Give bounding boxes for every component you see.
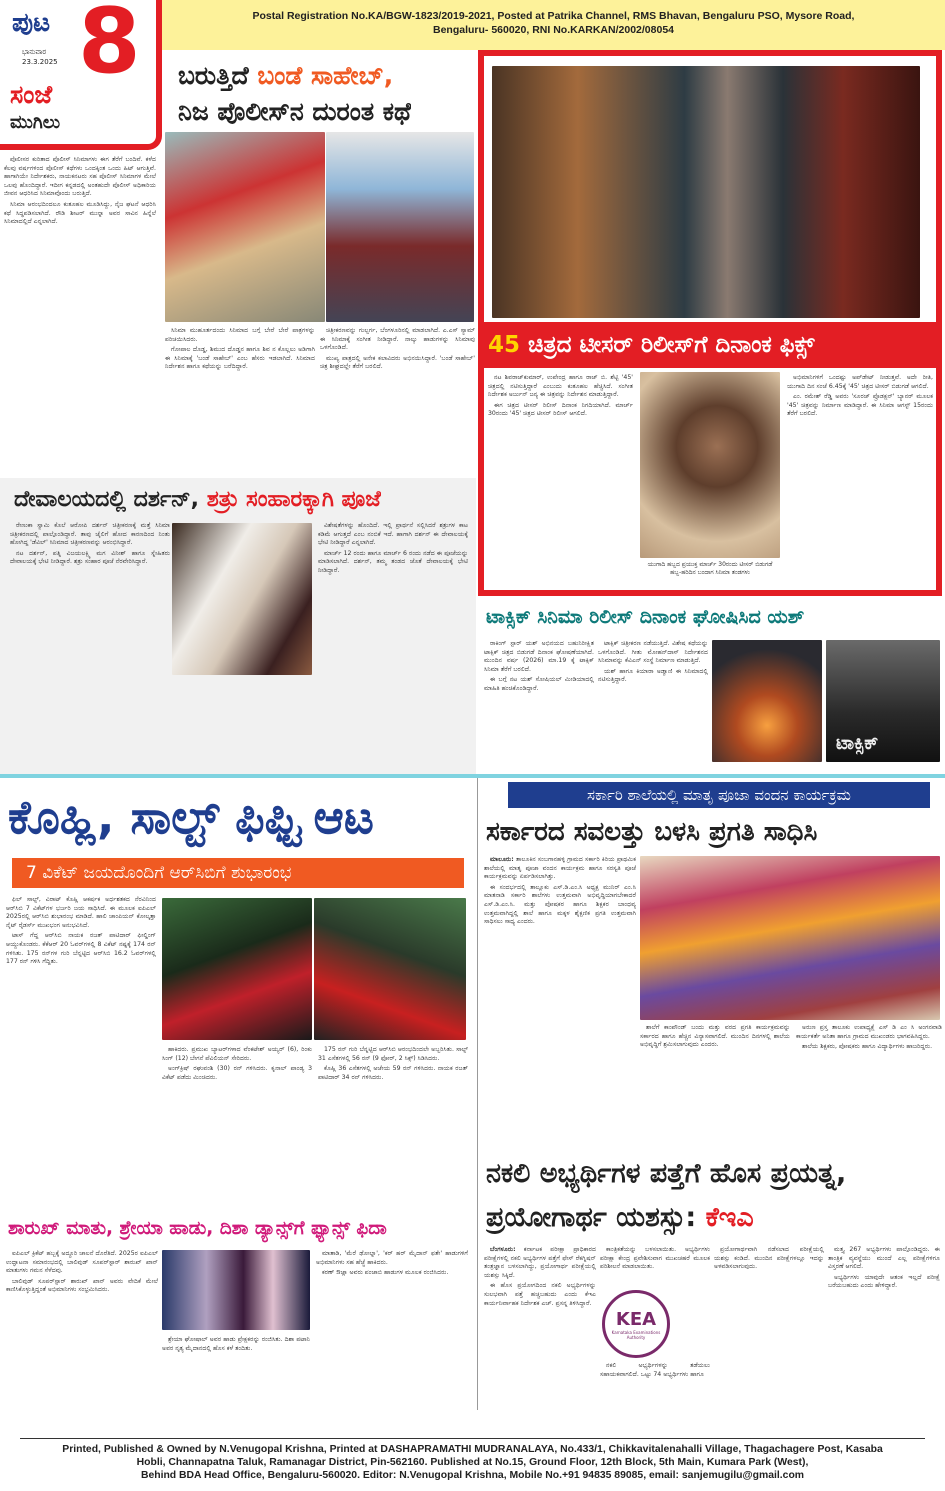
section-divider — [0, 774, 945, 778]
footer-line: Behind BDA Head Office, Bengaluru-560020. Editor: N.Venugopal Krishna, Mobile No.+91 94835 89085, email: sanjemugilu@gmail.com — [140, 1470, 805, 1481]
paragraph: ಈ ಬಗ್ಗೆ ನಟ ಯಶ್ ಸೋಷಿಯಲ್ ಮೀಡಿಯಾದಲ್ಲಿ ಮಾಹಿತಿ ಹಂಚಿಕೊಂಡಿದ್ದಾರೆ. — [484, 676, 594, 692]
postal-line1: Postal Registration No.KA/BGW-1823/2019-2021, Posted at Patrika Channel, RMS Bhavan, Bengaluru PSO, Mysore Road, — [252, 10, 855, 22]
toxic-poster-1 — [712, 640, 822, 762]
column-divider — [477, 778, 478, 1410]
paragraph: ಮಾತಾಡಿ, 'ಮೆರೆ ಢೋಲ್ನಾ', 'ಕರ್ ಹರ್ ಮೈದಾನ್ ಫತೇ' ಹಾಡುಗಳಿಗೆ ಅಭಿಮಾನಿಗಳು ಸಹ ಹೆಜ್ಜೆ ಹಾಕಿದರು. — [316, 1250, 468, 1266]
couple-photo — [326, 132, 474, 322]
paragraph: ಗೋಪಾಲ ದೊಡ್ಡ, ಶಿಮುದ ದೊಡ್ಡನ ಹಾಗೂ ಶಿವ ನ ಕೊಲ್ಲಲು ಅಡಿಗಾಗಿ ಈ ಸಿನಿಮಾಕ್ಕೆ 'ಬಂಡೆ ಸಾಹೇಬ್' ಎಂಬ ಹೆಸರು ಇಡಲಾಗಿದೆ. ಸಿನಿಮಾದ ನಿರ್ದೇಶನ ಹಾಗೂ ಕಥೆಯನ್ನು ಬರೆದಿದ್ದಾರೆ. — [165, 346, 315, 371]
paragraph: ಅರುಣ ಪ್ರಸ್ತ ತಾಲೂಕು ಉಪಾಧ್ಯಕ್ಷೆ ಎಸ್ ಡಿ ಎಂ ಸಿ ಅಂಗನವಾಡಿ ಕಾರ್ಯಕರ್ತೆ ಅನಿತಾ ಹಾಗೂ ಗ್ರಾಮದ ಮುಖಂಡರು ಭಾಗವಹಿಸಿದ್ದರು. — [796, 1024, 942, 1040]
paragraph: ಕರ್ನಾಟಕ ಪರೀಕ್ಷಾ ಪ್ರಾಧಿಕಾರದ ಪರೀಕ್ಷೆಗಳಲ್ಲಿ ನಕಲಿ ಅಭ್ಯರ್ಥಿಗಳ ಪತ್ತೆಗೆ ಫೇಸ್ ರೆಕಗ್ನಿಷನ್ ತಂತ್ರಜ್ಞಾನ ಬಳಸಲಾಗಿದ್ದು, ಪ್ರಯೋಗಾರ್ಥ ಪರೀಕ್ಷೆಯಲ್ಲಿ ಯಶಸ್ಸು ಸಿಕ್ಕಿದೆ. — [484, 1246, 596, 1279]
paragraph: ಶಾಲೆಯ ಶಿಕ್ಷಕರು, ಪೋಷಕರು ಹಾಗೂ ವಿದ್ಯಾರ್ಥಿಗಳು ಹಾಜರಿದ್ದರು. — [802, 1043, 933, 1051]
footer-rule — [20, 1438, 925, 1439]
caption-line: ಹಬ್ಬ-ಹರಿದಿನ ಬಂದಾಗ ಸಿನಿಮಾ ತಂಡಗಳು — [670, 569, 750, 576]
paragraph: ಟಾಕ್ಸಿಕ್ ಚಿತ್ರೀಕರಣ ನಡೆಯುತ್ತಿದೆ. ವಿಶೇಷ ಕಥೆಯನ್ನು ಒಳಗೊಂಡಿದೆ. ಗೀತು ಮೋಹನ್‌ದಾಸ್ ನಿರ್ದೇಶನದ ಸಿನಿಮಾವನ್ನು ಕೆವಿಎನ್ ಸಂಸ್ಥೆ ನಿರ್ಮಾಣ ಮಾಡುತ್ತಿದೆ. — [598, 640, 708, 665]
actor-caption — [640, 561, 780, 577]
paragraph: ಸಿನಿಮಾ ಆರಂಭದಿಂದಲೂ ಕುತೂಹಲ ಮೂಡಿಸಿದ್ದು, ನೈಜ ಘಟನೆ ಆಧರಿಸಿ ಕಥೆ ಸಿದ್ಧಪಡಿಸಲಾಗಿದೆ. ರೌಡಿ ಶೀಟರ್ ಮುನ್ನಾ ಅವರ ಸಾವಿನ ಹಿನ್ನೆಲೆ ಸಿನಿಮಾದಲ್ಲಿದೆ ಎನ್ನಲಾಗಿದೆ. — [4, 200, 156, 226]
school-col3 — [796, 1024, 942, 1144]
paragraph: ನಕಲಿ ಅಭ್ಯರ್ಥಿಗಳನ್ನು ತಡೆಯಲು ಸಹಾಯಕವಾಗಲಿದೆ. ಒಟ್ಟು 74 ಅಭ್ಯರ್ಥಿಗಳು ಹಾಗೂ — [600, 1362, 710, 1378]
paragraph: ಬಾಲಿವುಡ್ ಸೂಪರ್‌ಸ್ಟಾರ್ ಶಾರುಖ್ ಖಾನ್ ಅವರು ವೇದಿಕೆ ಮೇಲೆ ಕಾಣಿಸಿಕೊಳ್ಳುತ್ತಿದ್ದಂತೆ ಅಭಿಮಾನಿಗಳು ಸಂಭ್ರಮಿಸಿದರು. — [6, 1277, 158, 1294]
fortyfive-poster — [492, 66, 920, 318]
paragraph: ಶ್ರೇಯಾ ಘೋಷಾಲ್ ಅವರ ಹಾಡು ಪ್ರೇಕ್ಷಕರನ್ನು ರಂಜಿಸಿತು. ದಿಶಾ ಪಟಾನಿ ಅವರ ನೃತ್ಯ ಮೈದಾನದಲ್ಲಿ ಹೊಸ ಕಳೆ ತಂದಿತು. — [162, 1336, 310, 1352]
temple-headline — [14, 484, 381, 516]
footer-line: Hobli, Channapatna Taluk, Ramanagar District, Pin-562160. Published at No.15, Ground Floor, 12th Block, 5th Main, Kumara Park (West), — [136, 1457, 809, 1468]
paragraph: ಐಪಿಎಲ್ ಕ್ರಿಕೆಟ್ ಹಬ್ಬಕ್ಕೆ ಅದ್ಧೂರಿ ಚಾಲನೆ ದೊರೆತಿದೆ. 2025ರ ಐಪಿಎಲ್ ಉದ್ಘಾಟನಾ ಸಮಾರಂಭದಲ್ಲಿ ಬಾಲಿವುಡ್ ಸೂಪರ್‌ಸ್ಟಾರ್ ಶಾರುಖ್ ಖಾನ್ ಮಾತುಗಳು ಗಮನ ಸೆಳೆದವು. — [6, 1250, 158, 1275]
headline-text: ಚಿತ್ರದ ಟೀಸರ್ ರಿಲೀಸ್‌ಗೆ ದಿನಾಂಕ ಫಿಕ್ಸ್ — [520, 332, 815, 358]
headline-part: ಪ್ರಯೋಗಾರ್ಥ ಯಶಸ್ಸು: — [486, 1202, 706, 1233]
paragraph: ಮುಖ್ಯ ಪಾತ್ರದಲ್ಲಿ ಅನೇಕ ಕಲಾವಿದರು ಅಭಿನಯಿಸಿದ್ದಾರೆ. 'ಬಂಡೆ ಸಾಹೇಬ್' ಚಿತ್ರ ಶೀಘ್ರದಲ್ಲೇ ತೆರೆಗೆ ಬರಲಿದೆ. — [320, 354, 475, 371]
srk-photo — [162, 1250, 310, 1330]
paragraph: ಎಂ. ರಮೇಶ್ ರೆಡ್ಡಿ ಅವರು 'ಸೂರಜ್ ಪ್ರೊಡಕ್ಷನ್' ಬ್ಯಾನರ್ ಮೂಲಕ '45' ಚಿತ್ರವನ್ನು ನಿರ್ಮಾಣ ಮಾಡಿದ್ದಾರೆ. ಈ ಸಿನಿಮಾ ಆಗಸ್ಟ್ 15ರಂದು ತೆರೆಗೆ ಬರಲಿದೆ. — [787, 393, 933, 418]
temple-col2 — [318, 522, 468, 770]
paragraph: ಹಾಕಿದರು. ಪ್ರಮುಖ ಬ್ಯಾಟರ್‌ಗಳಾದ ವೆಂಕಟೇಶ್ ಅಯ್ಯರ್ (6), ರಿಂಕು ಸಿಂಗ್ (12) ಬೇಗನೆ ಪೆವಿಲಿಯನ್ ಸೇರಿದರು. — [162, 1046, 312, 1062]
bande-col2 — [165, 327, 315, 475]
srk-col1 — [6, 1250, 158, 1410]
headline-number: 45 — [488, 332, 521, 358]
footer-imprint — [0, 1443, 945, 1482]
paragraph: ಮಾರ್ಚ್ 12 ರಂದು ಹಾಗೂ ಮಾರ್ಚ್ 6 ರಂದು ನಡೆದ ಈ ಪೂಜೆಯನ್ನು ಮಾಡಿಸಲಾಗಿದೆ. ದರ್ಶನ್, ತಮ್ಮ ತಂಡದ ಜೊತೆ ದೇವಾಲಯಕ್ಕೆ ಭೇಟಿ ನೀಡಿದ್ದಾರೆ. — [318, 549, 468, 574]
headline-highlight: ಬಂಡೆ ಸಾಹೇಬ್, — [257, 61, 394, 90]
paragraph: ಅಭ್ಯರ್ಥಿಗಳು ಯಾವುದೇ ಆತಂಕ ಇಲ್ಲದೆ ಪರೀಕ್ಷೆ ಬರೆಯಬಹುದು ಎಂದು ಹೇಳಿದ್ದಾರೆ. — [828, 1273, 940, 1290]
paragraph: ನಟ ಶಿವರಾಜ್‌ಕುಮಾರ್, ಉಪೇಂದ್ರ ಹಾಗೂ ರಾಜ್ ಬಿ. ಶೆಟ್ಟಿ '45' ಚಿತ್ರದಲ್ಲಿ ನಟಿಸುತ್ತಿದ್ದಾರೆ ಎಂಬುದು ಕುತೂಹಲ ಹೆಚ್ಚಿಸಿದೆ. ಸಂಗೀತ ನಿರ್ದೇಶಕ ಅರ್ಜುನ್ ಜನ್ಯ ಈ ಚಿತ್ರವನ್ನು ನಿರ್ದೇಶನ ಮಾಡುತ್ತಿದ್ದಾರೆ. — [488, 374, 633, 399]
dateline: ಬೆಂಗಳೂರು: — [490, 1246, 516, 1253]
toxic-poster-2 — [826, 640, 940, 762]
fortyfive-col3 — [787, 374, 933, 586]
paragraph: ವಿಶೇಷತೆಗಳನ್ನು ಹೊಂದಿದೆ. ಇಲ್ಲಿ ಪ್ರಾರ್ಥನೆ ಸಲ್ಲಿಸಿದರೆ ಶತ್ರುಗಳ ಕಾಟ ಕಡಿಮೆ ಆಗುತ್ತದೆ ಎಂಬ ನಂಬಿಕೆ ಇದೆ. ಹಾಗಾಗಿ ದರ್ಶನ್ ಈ ದೇವಾಲಯಕ್ಕೆ ಭೇಟಿ ನೀಡಿದ್ದಾರೆ ಎನ್ನಲಾಗಿದೆ. — [318, 522, 468, 547]
kea-logo-sub: Karnataka Examinations Authority — [611, 1330, 661, 1340]
school-banner: ಸರ್ಕಾರಿ ಶಾಲೆಯಲ್ಲಿ ಮಾತೃ ಪೂಜಾ ವಂದನ ಕಾರ್ಯಕ್ರಮ — [508, 782, 930, 808]
headline-line1: ನಕಲಿ ಅಭ್ಯರ್ಥಿಗಳ ಪತ್ತೆಗೆ ಹೊಸ ಪ್ರಯತ್ನ, — [486, 1158, 847, 1189]
kea-col3 — [714, 1246, 824, 1410]
kea-col1 — [484, 1246, 596, 1410]
temple-photo — [172, 523, 312, 675]
paragraph: ಕೊಹ್ಲಿ 36 ಎಸೆತಗಳಲ್ಲಿ ಅಜೇಯ 59 ರನ್ ಗಳಿಸಿದರು. ನಾಯಕ ರಜತ್ ಪಾಟಿದಾರ್ 34 ರನ್ ಗಳಿಸಿದರು. — [318, 1065, 468, 1081]
paragraph: ಮತ್ತ್ಯ 267 ಅಭ್ಯರ್ಥಿಗಳು ಪಾಲ್ಗೊಂಡಿದ್ದರು. ಈ ತಾಂತ್ರಿಕ ವ್ಯವಸ್ಥೆಯು ಮುಂದೆ ಎಲ್ಲ ಪರೀಕ್ಷೆಗಳಿಗೂ ವಿಸ್ತರಣೆ ಆಗಲಿದೆ. — [828, 1246, 940, 1271]
paragraph: ಅಭಿಮಾನಿಗಳಿಗೆ ಒಂದಷ್ಟು ಅಪ್‌ಡೇಟ್ ನೀಡುತ್ತವೆ. ಅದೇ ರೀತಿ, ಯುಗಾದಿ ದಿನ ಸಂಜೆ 6.45ಕ್ಕೆ '45' ಚಿತ್ರದ ಟೀಸರ್ ಬಿಡುಗಡೆ ಆಗಲಿದೆ. — [787, 374, 933, 390]
masthead — [0, 0, 162, 150]
police-photo — [165, 132, 325, 322]
cricket-col3 — [318, 1046, 468, 1206]
paragraph: ಅಂಗ್‌ಕ್ರಿಷ್ ರಘುವಂಶಿ (30) ರನ್ ಗಳಿಸಿದರು. ಕೃನಾಲ್ ಪಾಂಡ್ಯ 3 ವಿಕೆಟ್ ಪಡೆದು ಮಿಂಚಿದರು. — [162, 1065, 312, 1081]
brand-line1: ಸಂಜೆ — [10, 80, 53, 109]
headline-line2: ನಿಜ ಪೊಲೀಸ್‌ನ ದುರಂತ ಕಥೆ — [178, 97, 412, 126]
paragraph: ಚಿತ್ರೀಕರಣವನ್ನು ಗುಲ್ಬರ್ಗ, ಬೆಂಗಳೂರಿನಲ್ಲಿ ಮಾಡಲಾಗಿದೆ. ಎ.ಎಸ್ ಸ್ಯಾಮ್ ಈ ಸಿನಿಮಾಕ್ಕೆ ಸಂಗೀತ ನೀಡಿದ್ದಾರೆ. ನಾಲ್ಕು ಹಾಡುಗಳನ್ನು ಸಿನಿಮಾವು ಒಳಗೊಂಡಿದೆ. — [320, 327, 475, 352]
paragraph: ಯಶ್ ಹಾಗೂ ಕಿಯಾರಾ ಅಡ್ವಾಣಿ ಈ ಸಿನಿಮಾದಲ್ಲಿ ನಟಿಸುತ್ತಿದ್ದಾರೆ. — [598, 667, 708, 684]
day: ಭಾನುವಾರ — [22, 48, 47, 56]
footer-line: Printed, Published & Owned by N.Venugopal Krishna, Printed at DASHAPRAMATHI MUDRANALAYA, No.433/1, Chikkavitalenahalli Village, Thagachagere Post, Kasaba — [62, 1444, 883, 1455]
paragraph: ಈ ಸಂದರ್ಭದಲ್ಲಿ ತಾಲ್ಲೂಕು ಎಸ್.ಡಿ.ಎಂ.ಸಿ ಅಧ್ಯಕ್ಷ ಮುನಿರ್ ಎಂ.ಸಿ ಮಾತನಾಡಿ ಸರ್ಕಾರಿ ಶಾಲೆಗಳು ಉತ್ತಮವಾಗಿ ಅಭಿವೃದ್ಧಿಯಾಗಬೇಕಾದರೆ ಎಸ್.ಡಿ.ಎಂ.ಸಿ. ಮತ್ತು ಪೋಷಕರ ಹಾಗೂ ಶಿಕ್ಷಕರ ಬಾಂಧವ್ಯ ಉತ್ತಮವಾಗಿದ್ದಲ್ಲಿ ಶಾಲೆ ಹಾಗೂ ಮಕ್ಕಳ ಶೈಕ್ಷಣಿಕ ಪ್ರಗತಿ ಉತ್ತಮವಾಗಿ ಸಾಧಿಸಲು ಸಾಧ್ಯ ಎಂದರು. — [484, 883, 636, 926]
srk-col2 — [162, 1336, 310, 1410]
cricket-headline: ಕೊಹ್ಲಿ, ಸಾಲ್ಟ್ ಫಿಫ್ಟಿ ಆಟ — [8, 790, 374, 844]
paragraph: ಈ ಹೊಸ ಪ್ರಯೋಗದಿಂದ ನಕಲಿ ಅಭ್ಯರ್ಥಿಗಳನ್ನು ಸುಲಭವಾಗಿ ಪತ್ತೆ ಹಚ್ಚಬಹುದು ಎಂದು ಕೆಇಎ ಕಾರ್ಯನಿರ್ವಾಹಕ ನಿರ್ದೇಶಕ ಎಚ್. ಪ್ರಸನ್ನ ತಿಳಿಸಿದ್ದಾರೆ. — [484, 1282, 596, 1307]
cricket-col2 — [162, 1046, 312, 1206]
kea-col2 — [600, 1246, 710, 1286]
paragraph: ಪೊಲೀಸರ ಕುರಿತಾದ ಪೊಲೀಸ್ ಸಿನಿಮಾಗಳು ಈಗ ತೆರೆಗೆ ಬಂದಿವೆ. ಕಳೆದ ಕೆಲವು ವರ್ಷಗಳಿಂದ ಪೊಲೀಸ್ ಕಥೆಗಳು ಒಂದಕ್ಕಿಂತ ಒಂದು ಹಿಟ್ ಆಗುತ್ತಿವೆ. ಹಾಗಾಗಿಯೇ ನಿರ್ದೇಶಕರು, ನಾಯಕನಟರು ಸಹ ಪೊಲೀಸ್ ಸಿನಿಮಾಗಳ ಮೇಲೆ ಒಲವು ಹೊಂದಿದ್ದಾರೆ. ಇದೀಗ ಕನ್ನಡದಲ್ಲಿ ಅಂತಹುದೇ ಪೊಲೀಸ್ ಅಧಿಕಾರಿಯ ಜೀವನ ಆಧರಿಸಿದ ಸಿನಿಮಾವೊಂದು ಬರುತ್ತಿದೆ. — [4, 156, 156, 198]
actor-photo — [640, 372, 780, 558]
cricket-col1 — [6, 896, 156, 1206]
paragraph: ಟಾಸ್ ಗೆದ್ದ ಆರ್‌ಸಿಬಿ ನಾಯಕ ರಜತ್ ಪಾಟಿದಾರ್ ಫೀಲ್ಡಿಂಗ್ ಆಯ್ದುಕೊಂಡರು. ಕೆಕೆಆರ್ 20 ಓವರ್‌ಗಳಲ್ಲಿ 8 ವಿಕೆಟ್ ನಷ್ಟಕ್ಕೆ 174 ರನ್ ಗಳಿಸಿತು. 175 ರನ್‌ಗಳ ಗುರಿ ಬೆನ್ನಟ್ಟಿದ ಆರ್‌ಸಿಬಿ 16.2 ಓವರ್‌ಗಳಲ್ಲಿ 177 ರನ್ ಗಳಿಸಿ ಗೆದ್ದಿತು. — [6, 932, 156, 966]
kea-logo-text: KEA — [615, 1309, 657, 1330]
toxic-col2 — [598, 640, 708, 768]
postal-line2: Bengaluru- 560020, RNI No.KARKAN/2002/08054 — [432, 24, 674, 36]
school-col2 — [640, 1024, 790, 1144]
paragraph: ಶಾಲೆಗೆ ಕಾಂಪೌಂಡ್ ಬಂದು ಮತ್ತು ವರದ ಪ್ರಗತಿ ಕಾರ್ಯಕ್ರಮವನ್ನು ಸರ್ಕಾರದ ಹಾಗೂ ಹೆಚ್ಚಿನ ವಿನ್ಯಾಸವಾಗಲಿದೆ. ಮುಂದಿನ ದಿನಗಳಲ್ಲಿ ಶಾಲೆಯ ಅಭಿವೃದ್ಧಿಗೆ ಶ್ರಮಿಸಲಾಗುವುದು ಎಂದರು. — [640, 1024, 790, 1049]
school-headline: ಸರ್ಕಾರದ ಸವಲತ್ತು ಬಳಸಿ ಪ್ರಗತಿ ಸಾಧಿಸಿ — [486, 817, 818, 847]
headline-highlight: ಶತ್ರು ಸಂಹಾರಕ್ಕಾಗಿ ಪೂಜೆ — [206, 487, 381, 512]
toxic-headline: ಟಾಕ್ಸಿಕ್ ಸಿನಿಮಾ ರಿಲೀಸ್ ದಿನಾಂಕ ಘೋಷಿಸಿದ ಯಶ್ — [486, 606, 805, 628]
paragraph: ತಾಲೂಕಿನ ಸಂಬಗಾನಹಳ್ಳಿ ಗ್ರಾಮದ ಸರ್ಕಾರಿ ಕಿರಿಯ ಪ್ರಾಥಮಿಕ ಶಾಲೆಯಲ್ಲಿ ಮಾತೃ ಪೂಜಾ ವಂದನ ಕಾರ್ಯಕ್ರಮ ಹಾಗೂ ಸರಸ್ವತಿ ಪೂಜೆ ಕಾರ್ಯಕ್ರಮವನ್ನು ಏರ್ಪಡಿಸಲಾಗಿತ್ತು. — [484, 856, 636, 881]
dateline: ಮಾಲೂರು: — [490, 856, 514, 863]
postal-banner — [162, 0, 945, 46]
toxic-poster-title: ಟಾಕ್ಸಿಕ್ — [836, 733, 879, 754]
bande-col1 — [4, 156, 156, 476]
page-number: 8 — [78, 0, 141, 94]
bande-col3 — [320, 327, 475, 475]
bande-headline — [178, 58, 411, 130]
headline-part: ದೇವಾಲಯದಲ್ಲಿ ದರ್ಶನ್, — [14, 487, 207, 512]
headline-highlight: ಕೆಇಎ — [705, 1202, 754, 1233]
paragraph: ನಟ ದರ್ಶನ್, ಪತ್ನಿ ವಿಜಯಲಕ್ಷ್ಮಿ ಮಗ ವಿನೀಶ್ ಹಾಗೂ ಸ್ನೇಹಿತರು ದೇವಾಲಯಕ್ಕೆ ಭೇಟಿ ನೀಡಿದ್ದಾರೆ. ಶತ್ರು ಸಂಹಾರ ಪೂಜೆ ನೆರವೇರಿಸಿದ್ದಾರೆ. — [10, 549, 170, 566]
toxic-col1 — [484, 640, 594, 768]
headline-part: ಬರುತ್ತಿದೆ — [178, 61, 258, 90]
cricket-subhead: 7 ವಿಕೆಟ್ ಜಯದೊಂದಿಗೆ ಆರ್‌ಸಿಬಿಗೆ ಶುಭಾರಂಭ — [12, 858, 464, 888]
kea-logo — [602, 1290, 670, 1358]
school-photo — [640, 856, 940, 1020]
brand-line2: ಮುಗಿಲು — [10, 112, 61, 133]
paragraph: ಕರಣ್ ಔಜ್ಲಾ ಅವರು ಪಂಜಾಬಿ ಹಾಡುಗಳ ಮೂಲಕ ರಂಜಿಸಿದರು. — [322, 1269, 449, 1277]
salt-photo — [314, 898, 466, 1040]
kohli-photo — [162, 898, 312, 1040]
paragraph: 175 ರನ್ ಗುರಿ ಬೆನ್ನಟ್ಟಿದ ಆರ್‌ಸಿಬಿ ಆರಂಭದಿಂದಲೇ ಅಬ್ಬರಿಸಿತು. ಸಾಲ್ಟ್ 31 ಎಸೆತಗಳಲ್ಲಿ 56 ರನ್ (9 ಫೋರ್, 2 ಸಿಕ್ಸ್) ಸಿಡಿಸಿದರು. — [318, 1046, 468, 1062]
paragraph: ರೇಣುಕಾ ಸ್ವಾಮಿ ಕೊಲೆ ಆರೋಪಿ ದರ್ಶನ್ ಚಿತ್ರೀಕರಣಕ್ಕೆ ಮತ್ತೆ ಸಿನಿಮಾ ಚಿತ್ರೀಕರಣದಲ್ಲಿ ಪಾಲ್ಗೊಂಡಿದ್ದಾರೆ. ತಾವು ಜೈಲಿಗೆ ಹೋದ ಕಾರಣದಿಂದ ನಿಂತು ಹೋಗಿದ್ದ 'ಡೆವಿಲ್' ಸಿನಿಮಾದ ಚಿತ್ರೀಕರಣವನ್ನು ಆರಂಭಿಸಿದ್ದಾರೆ. — [10, 522, 170, 547]
school-col1 — [484, 856, 636, 1018]
temple-col1 — [10, 522, 170, 770]
caption-line: ಯುಗಾದಿ ಹಬ್ಬದ ಪ್ರಯುಕ್ತ ಮಾರ್ಚ್ 30ರಂದು ಟೀಸರ್ ಬಿಡುಗಡೆ — [647, 561, 773, 568]
paragraph: ಪ್ರಯೋಗಾರ್ಥವಾಗಿ ನಡೆಸಲಾದ ಪರೀಕ್ಷೆಯಲ್ಲಿ ಯಶಸ್ಸು ಕಂಡಿದೆ. ಮುಂದಿನ ಪರೀಕ್ಷೆಗಳಲ್ಲೂ ಇದನ್ನು ಅಳವಡಿಸಲಾಗುವುದು. — [714, 1246, 824, 1271]
kea-col2b — [600, 1362, 710, 1410]
srk-headline: ಶಾರುಖ್ ಮಾತು, ಶ್ರೇಯಾ ಹಾಡು, ದಿಶಾ ಡ್ಯಾನ್ಸ್‌ಗೆ ಫ್ಯಾನ್ಸ್ ಫಿದಾ — [8, 1218, 387, 1239]
paragraph: ರಾಕಿಂಗ್ ಸ್ಟಾರ್ ಯಶ್ ಅಭಿನಯದ ಬಹುನಿರೀಕ್ಷಿತ ಟಾಕ್ಸಿಕ್ ಚಿತ್ರದ ಬಿಡುಗಡೆ ದಿನಾಂಕ ಘೋಷಣೆಯಾಗಿದೆ. ಮುಂದಿನ ವರ್ಷ (2026) ಮಾ.19 ಕ್ಕೆ ಟಾಕ್ಸಿಕ್ ಸಿನಿಮಾ ತೆರೆಗೆ ಬರಲಿದೆ. — [484, 640, 594, 673]
kea-headline — [486, 1152, 846, 1240]
paragraph: ಈಗ ಚಿತ್ರದ ಟೀಸರ್ ರಿಲೀಸ್ ದಿನಾಂಕ ನಿಗದಿಯಾಗಿದೆ. ಮಾರ್ಚ್ 30ರಂದು '45' ಚಿತ್ರದ ಟೀಸರ್ ರಿಲೀಸ್ ಆಗಲಿದೆ. — [488, 401, 633, 418]
page-word: ಪುಟ — [12, 8, 51, 38]
date: 23.3.2025 — [22, 58, 58, 66]
srk-col3 — [316, 1250, 468, 1410]
paragraph: ಕಾಂತ್ರಿಕತೆಯನ್ನು ಬಳಸಲಾಯಿತು. ಅಭ್ಯರ್ಥಿಗಳು ಪರೀಕ್ಷಾ ಕೇಂದ್ರ ಪ್ರವೇಶಿಸುವಾಗ ಮುಖಚಹರೆ ಮೂಲಕ ಪರಿಶೀಲನೆ ಮಾಡಲಾಯಿತು. — [600, 1246, 710, 1271]
paragraph: ಸಿನಿಮಾ ಮುಹೂರ್ತದಂದು ಸಿನಿಮಾದ ಬಗ್ಗೆ ಬೇರೆ ಬೇರೆ ಪಾತ್ರಗಳನ್ನು ಪರಿಚಯಿಸಿದರು. — [165, 327, 315, 343]
kea-col4 — [828, 1246, 940, 1410]
fortyfive-col1 — [488, 374, 633, 586]
paragraph: ಫಿಲ್ ಸಾಲ್ಟ್, ವಿರಾಟ್ ಕೊಹ್ಲಿ ಆಕರ್ಷಕ ಅರ್ಧಶತಕದ ನೆರವಿನಿಂದ ಆರ್‌ಸಿಬಿ 7 ವಿಕೆಟ್‌ಗಳ ಭರ್ಜರಿ ಜಯ ಸಾಧಿಸಿದೆ. ಈ ಮೂಲಕ ಐಪಿಎಲ್ 2025ರಲ್ಲಿ ಆರ್‌ಸಿಬಿ ಶುಭಾರಂಭ ಮಾಡಿದೆ. ಹಾಲಿ ಚಾಂಪಿಯನ್ ಕೋಲ್ಕತ್ತಾ ನೈಟ್ ರೈಡರ್ಸ್ ಮುಖಭಂಗ ಅನುಭವಿಸಿದೆ. — [6, 896, 156, 929]
fortyfive-headline — [478, 322, 942, 368]
